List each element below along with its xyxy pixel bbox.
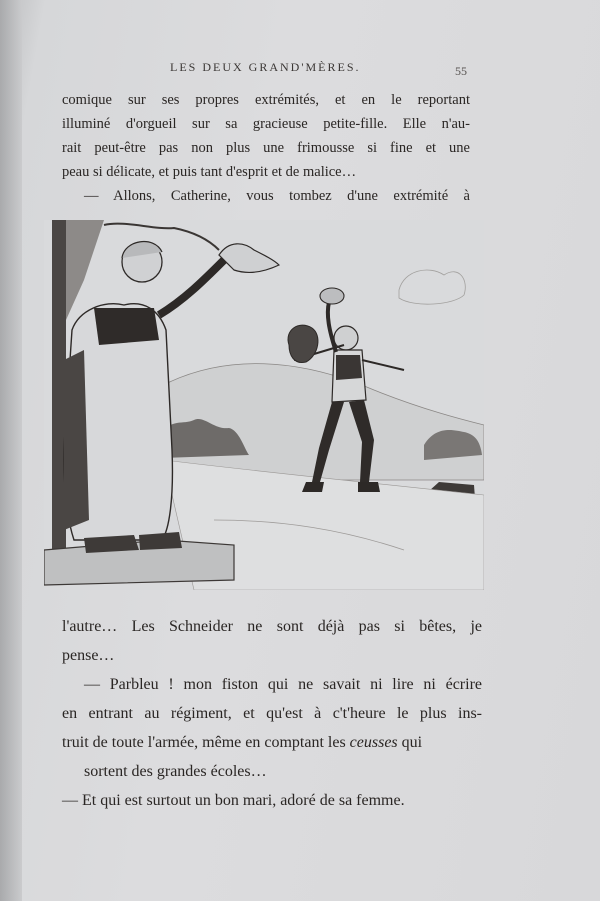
text-line: — Allons, Catherine, vous tombez d'une extrémité à — [84, 188, 470, 204]
text-line: comique sur ses propres extrémités, et en le reportant — [62, 92, 470, 108]
text-line: en entrant au régiment, et qu'est à c't'heure le plus ins- — [62, 705, 482, 722]
page-number: 55 — [455, 64, 467, 78]
text-line: peau si délicate, et puis tant d'esprit et de malice… — [62, 164, 357, 180]
text-line: — Et qui est surtout un bon mari, adoré de sa femme. — [62, 792, 405, 809]
illustration-grandmother-waving — [44, 220, 484, 590]
text-line-with-italic — [62, 728, 482, 757]
text-line: — Parbleu ! mon fiston qui ne savait ni lire ni écrire — [84, 676, 482, 693]
top-paragraphs — [62, 88, 470, 208]
running-head: LES DEUX GRAND'MÈRES. — [170, 60, 361, 74]
text-line: pense… — [62, 647, 115, 664]
bottom-paragraphs — [62, 612, 482, 815]
text-line: rait peut-être pas non plus une frimousse si fine et une — [62, 140, 470, 156]
text-fragment: truit de toute l'armée, même en comptant les — [62, 734, 346, 751]
text-line: l'autre… Les Schneider ne sont déjà pas si bêtes, je — [62, 618, 482, 635]
text-line: sortent des grandes écoles… — [84, 763, 267, 780]
text-line: illuminé d'orgueil sur sa gracieuse petite-fille. Elle n'au- — [62, 116, 470, 132]
text-fragment: qui — [401, 734, 423, 751]
page-spine-shadow — [0, 0, 22, 901]
italic-word: ceusses — [349, 734, 398, 751]
